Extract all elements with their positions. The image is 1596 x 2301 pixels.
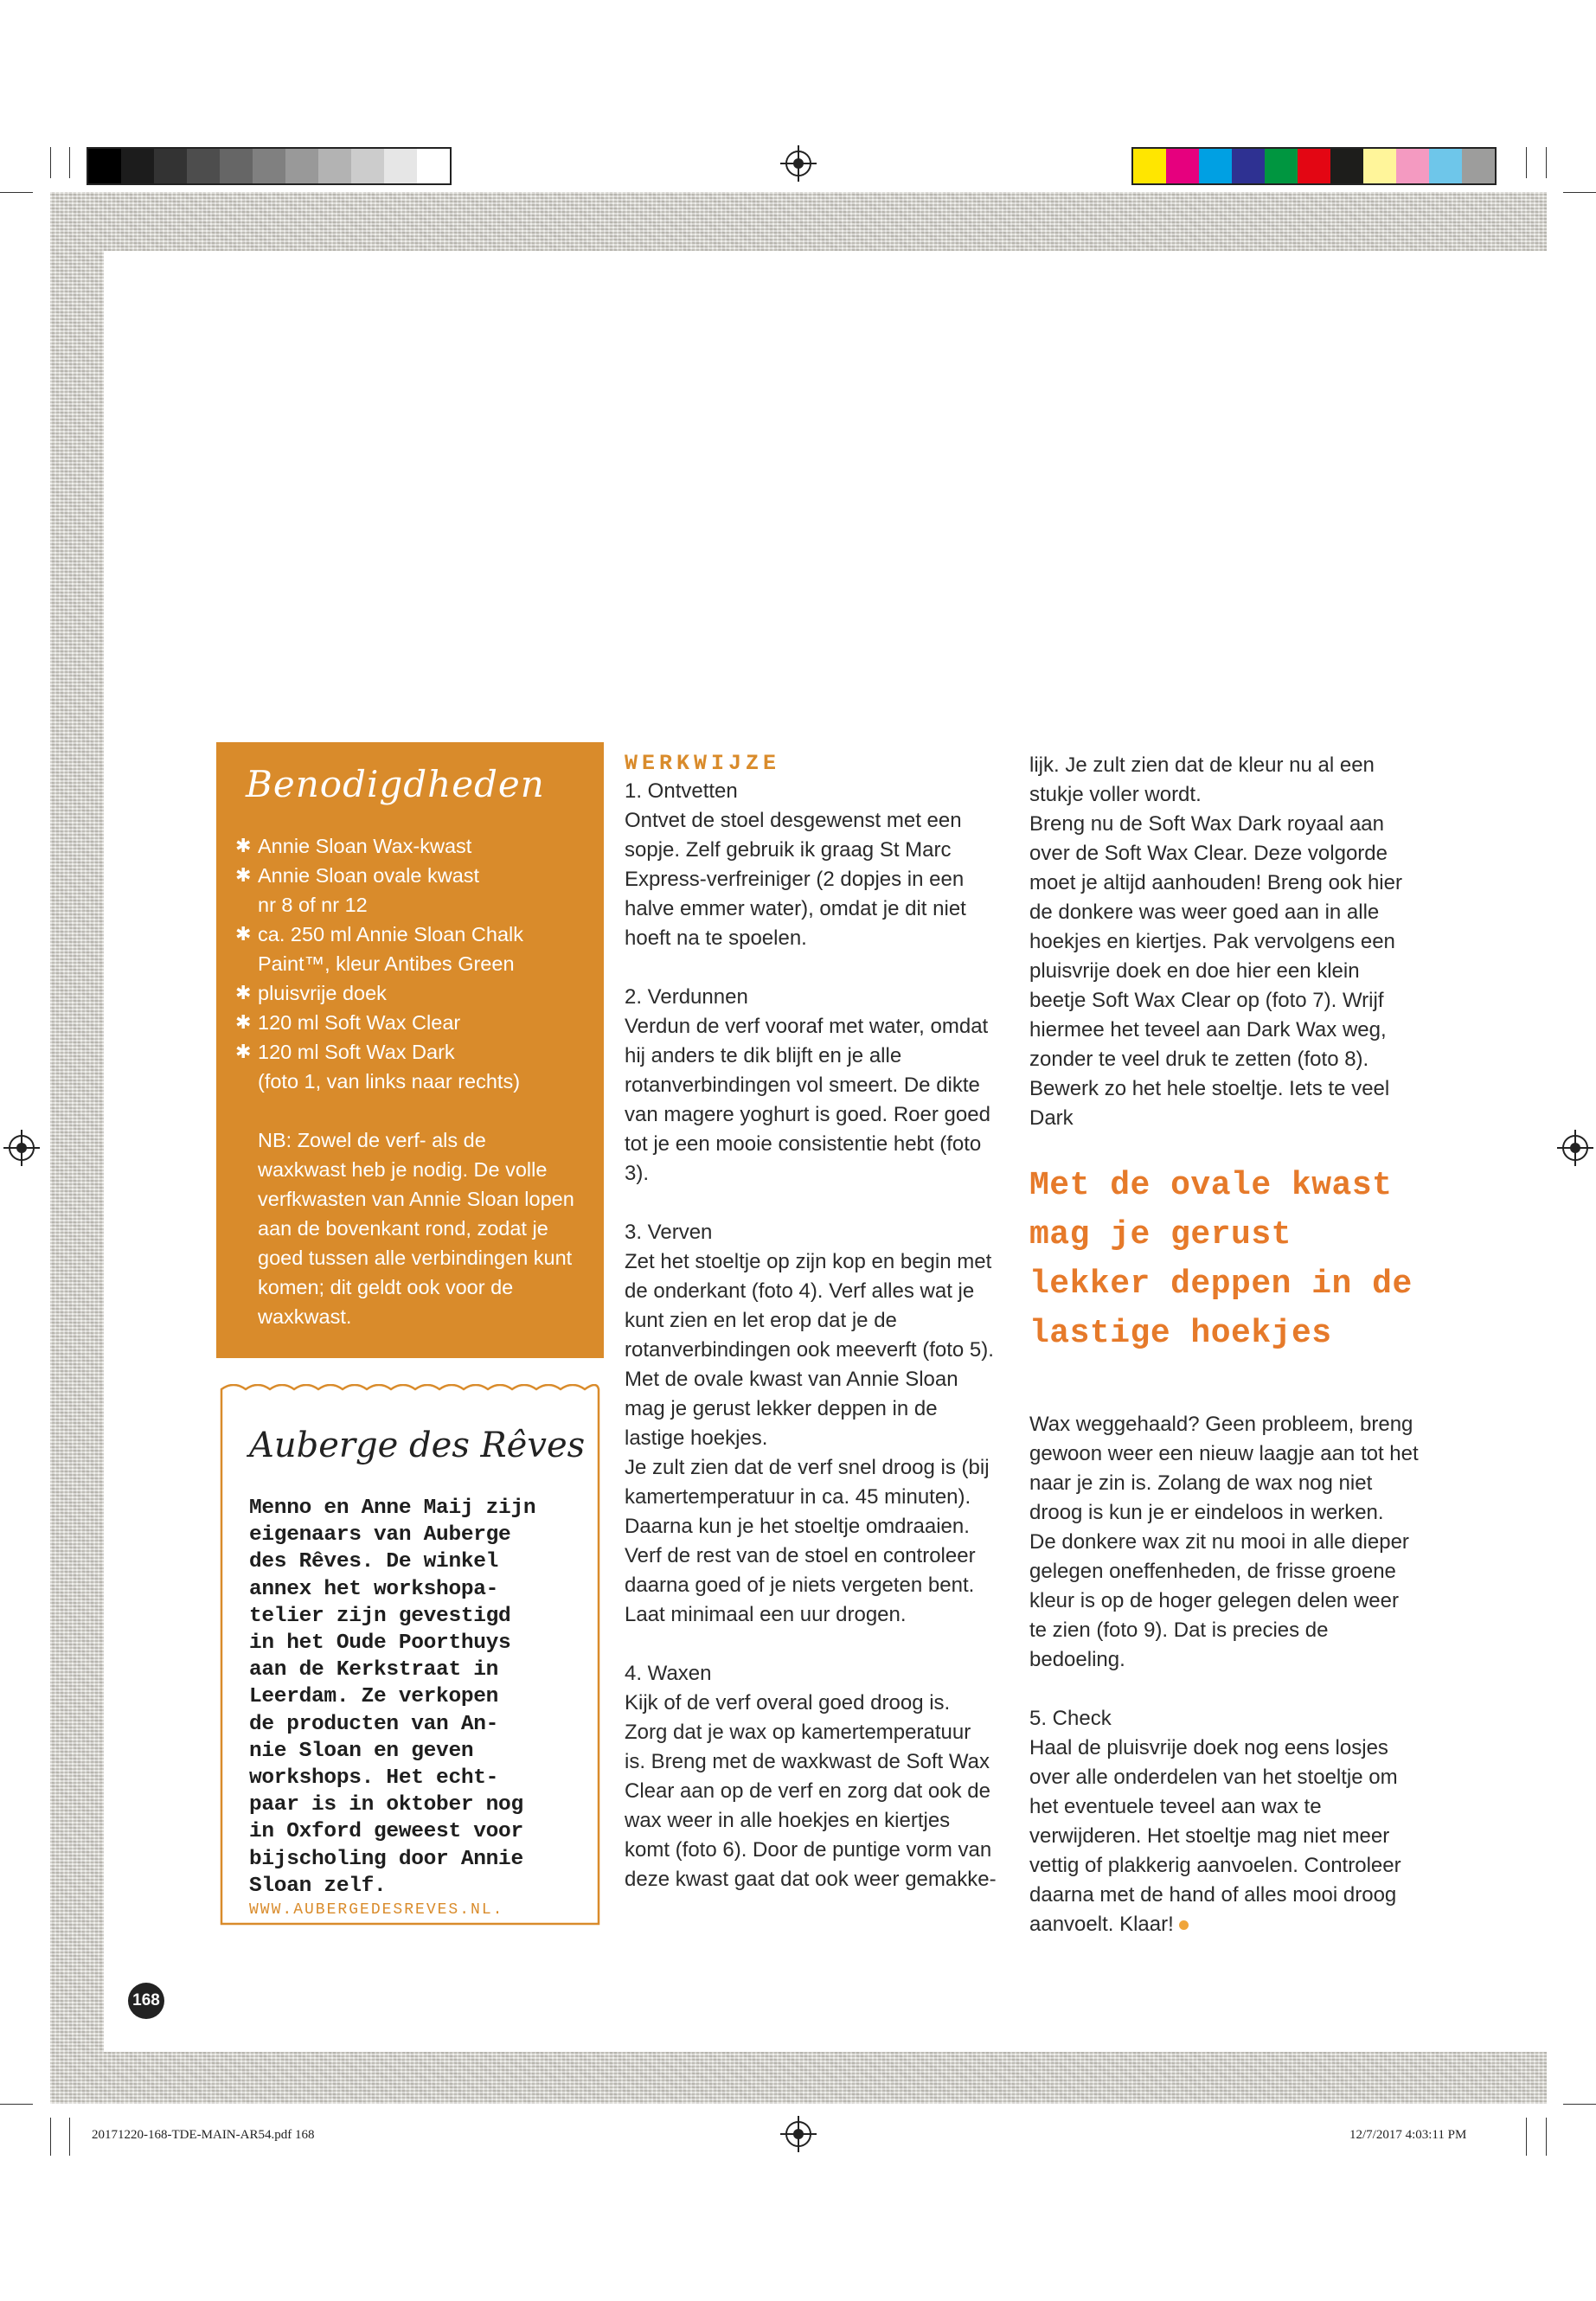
- article-column-2: [1029, 751, 1419, 1939]
- article-column-1: [625, 751, 997, 1894]
- asterisk-icon: ✱: [235, 923, 252, 945]
- color-swatch: [417, 149, 450, 183]
- color-swatch: [1298, 149, 1330, 183]
- list-item: (foto 1, van links naar rechts): [258, 1070, 521, 1093]
- color-swatch: [187, 149, 220, 183]
- crop-mark: [1526, 147, 1527, 178]
- asterisk-icon: ✱: [235, 1041, 252, 1062]
- step-title: 2. Verdunnen: [625, 985, 748, 1009]
- registration-mark-icon: [785, 2121, 811, 2147]
- list-item: Paint™, kleur Antibes Green: [258, 952, 515, 975]
- step-waxen: [625, 1659, 997, 1894]
- asterisk-icon: ✱: [235, 835, 252, 856]
- crop-mark: [1546, 147, 1547, 178]
- asterisk-icon: ✱: [235, 1011, 252, 1033]
- crop-mark: [1563, 2104, 1596, 2105]
- color-swatch: [1133, 149, 1166, 183]
- color-swatch: [351, 149, 384, 183]
- supplies-note: NB: Zowel de verf- als de waxkwast heb je nodig. De volle verfkwasten van Annie Sloan lopen aan de bovenkant rond, zodat je goed tussen alle verbindingen kunt komen; dit geldt ook voor de waxkwast.: [258, 1129, 574, 1328]
- step-title: 3. Verven: [625, 1221, 713, 1244]
- step-verdunnen: [625, 983, 997, 1189]
- color-swatch: [1232, 149, 1265, 183]
- list-item: ✱ Annie Sloan Wax-kwast: [235, 831, 580, 861]
- shop-url-link[interactable]: WWW.AUBERGEDESREVES.NL.: [249, 1901, 504, 1919]
- shop-description: Menno en Anne Maij zijn eigenaars van Auberge des Rêves. De winkel annex het workshopa- telier zijn gevestigd in het Oude Poorthuys aan de Kerkstraat in Leerdam. Ze verkopen de producten van An- nie Sloan en geven workshops. Het echt- paar is in oktober nog in Oxford geweest voor bijscholing door Annie Sloan zelf.: [249, 1497, 536, 1898]
- grayscale-color-bar: [87, 147, 452, 185]
- color-swatch: [88, 149, 121, 183]
- color-swatch: [121, 149, 154, 183]
- step-ontvetten: [625, 777, 997, 953]
- crop-mark: [1563, 192, 1596, 193]
- color-swatch: [1265, 149, 1298, 183]
- step-text: Haal de pluisvrije doek nog eens losjes over alle onderdelen van het stoeltje om het eventuele teveel aan wax te verwijderen. Het stoeltje mag niet meer vettig of plakkerig aanvoelen. Controleer daarna met de hand of alles mooi droog aanvoelt. Klaar!: [1029, 1736, 1401, 1936]
- crop-mark: [50, 2118, 51, 2156]
- crop-mark: [0, 192, 33, 193]
- list-item: ✱ Annie Sloan ovale kwast: [235, 861, 580, 890]
- supplies-list: [235, 831, 580, 1096]
- section-kicker: WERKWIJZE: [625, 751, 781, 776]
- color-swatch: [285, 149, 318, 183]
- color-swatch: [1429, 149, 1462, 183]
- color-swatch: [384, 149, 417, 183]
- step-text: Verdun de verf vooraf met water, omdat hij anders te dik blijft en je alle rotanverbindingen vol smeert. De dikte van magere yoghurt is goed. Roer goed tot je een mooie consistentie hebt (foto 3).: [625, 1015, 990, 1185]
- shop-info-box: [216, 1384, 604, 1929]
- step-text: Zet het stoeltje op zijn kop en begin met de onderkant (foto 4). Verf alles wat je kunt zien en let erop dat je de rotanverbindingen ook meeverft (foto 5). Met de ovale kwast van Annie Sloan mag je gerust lekker deppen in de lastige hoekjes.: [625, 1250, 994, 1450]
- step-text: Kijk of de verf overal goed droog is. Zorg dat je wax op kamertemperatuur is. Breng met de waxkwast de Soft Wax Clear aan op de verf en zorg dat ook de wax weer in alle hoekjes en kiertjes komt (foto 6). Door de puntige vorm van deze kwast gaat dat ook weer gemakke-: [625, 1691, 997, 1891]
- slug-filename: 20171220-168-TDE-MAIN-AR54.pdf 168: [92, 2128, 315, 2142]
- color-swatch: [1363, 149, 1396, 183]
- end-mark-icon: [1179, 1920, 1189, 1930]
- color-swatch: [1166, 149, 1199, 183]
- registration-mark-icon: [9, 1135, 35, 1161]
- step-verven: [625, 1218, 997, 1630]
- color-swatch: [154, 149, 187, 183]
- crop-mark: [1526, 2118, 1527, 2156]
- shop-title: Auberge des Rêves: [249, 1426, 586, 1465]
- color-swatch: [220, 149, 253, 183]
- pull-quote: Met de ovale kwast mag je gerust lekker deppen in de lastige hoekjes: [1029, 1167, 1413, 1352]
- color-swatch: [1396, 149, 1429, 183]
- step-title: 1. Ontvetten: [625, 779, 738, 803]
- color-swatch: [253, 149, 285, 183]
- list-item: ✱ 120 ml Soft Wax Clear: [235, 1008, 580, 1037]
- process-color-bar: [1131, 147, 1497, 185]
- paragraph: Wax weggehaald? Geen probleem, breng gewoon weer een nieuw laagje aan tot het naar je zin is. Zolang de wax nog niet droog is kun je er eindeloos in werken.: [1029, 1413, 1419, 1524]
- paragraph: lijk. Je zult zien dat de kleur nu al een stukje voller wordt.: [1029, 753, 1375, 806]
- asterisk-icon: ✱: [235, 982, 252, 1003]
- slug-timestamp: 12/7/2017 4:03:11 PM: [1349, 2128, 1467, 2142]
- color-swatch: [318, 149, 351, 183]
- color-swatch: [1199, 149, 1232, 183]
- step-check: [1029, 1704, 1419, 1939]
- page-number: 168: [128, 1983, 164, 2019]
- color-swatch: [1330, 149, 1363, 183]
- crop-mark: [69, 147, 70, 178]
- supplies-title: Benodigdheden: [246, 763, 545, 805]
- crop-mark: [1546, 2118, 1547, 2156]
- paragraph: De donkere wax zit nu mooi in alle dieper gelegen oneffenheden, de frisse groene kleur is op de hoger gelegen delen weer te zien (foto 9). Dat is precies de bedoeling.: [1029, 1530, 1409, 1671]
- step-title: 5. Check: [1029, 1707, 1112, 1730]
- supplies-box: [216, 742, 604, 1358]
- list-item: ✱ ca. 250 ml Annie Sloan Chalk: [235, 920, 580, 949]
- list-item: ✱ pluisvrije doek: [235, 978, 580, 1008]
- crop-mark: [69, 2118, 70, 2156]
- color-swatch: [1462, 149, 1495, 183]
- registration-mark-icon: [785, 151, 811, 176]
- asterisk-icon: ✱: [235, 864, 252, 886]
- crop-mark: [0, 2104, 33, 2105]
- step-text: Ontvet de stoel desgewenst met een sopje. Zelf gebruik ik graag St Marc Express-verfreiniger (2 dopjes in een halve emmer water), omdat je dit niet hoeft na te spoelen.: [625, 809, 966, 950]
- registration-mark-icon: [1562, 1135, 1588, 1161]
- list-item: nr 8 of nr 12: [258, 894, 368, 916]
- step-title: 4. Waxen: [625, 1662, 712, 1685]
- step-text: Je zult zien dat de verf snel droog is (bij kamertemperatuur in ca. 45 minuten). Daarna kun je het stoeltje omdraaien. Verf de rest van de stoel en controleer daarna goed of je niets vergeten bent. Laat minimaal een uur drogen.: [625, 1456, 990, 1626]
- crop-mark: [50, 147, 51, 178]
- list-item: ✱ 120 ml Soft Wax Dark: [235, 1037, 580, 1067]
- paragraph: Breng nu de Soft Wax Dark royaal aan over de Soft Wax Clear. Deze volgorde moet je altijd aanhouden! Breng ook hier de donkere was weer goed aan in alle hoekjes en kiertjes. Pak vervolgens een pluisvrije doek en doe hier een klein beetje Soft Wax Clear op (foto 7). Wrijf hiermee het teveel aan Dark Wax weg, zonder te veel druk te zetten (foto 8). Bewerk zo het hele stoeltje. Iets te veel Dark: [1029, 812, 1402, 1130]
